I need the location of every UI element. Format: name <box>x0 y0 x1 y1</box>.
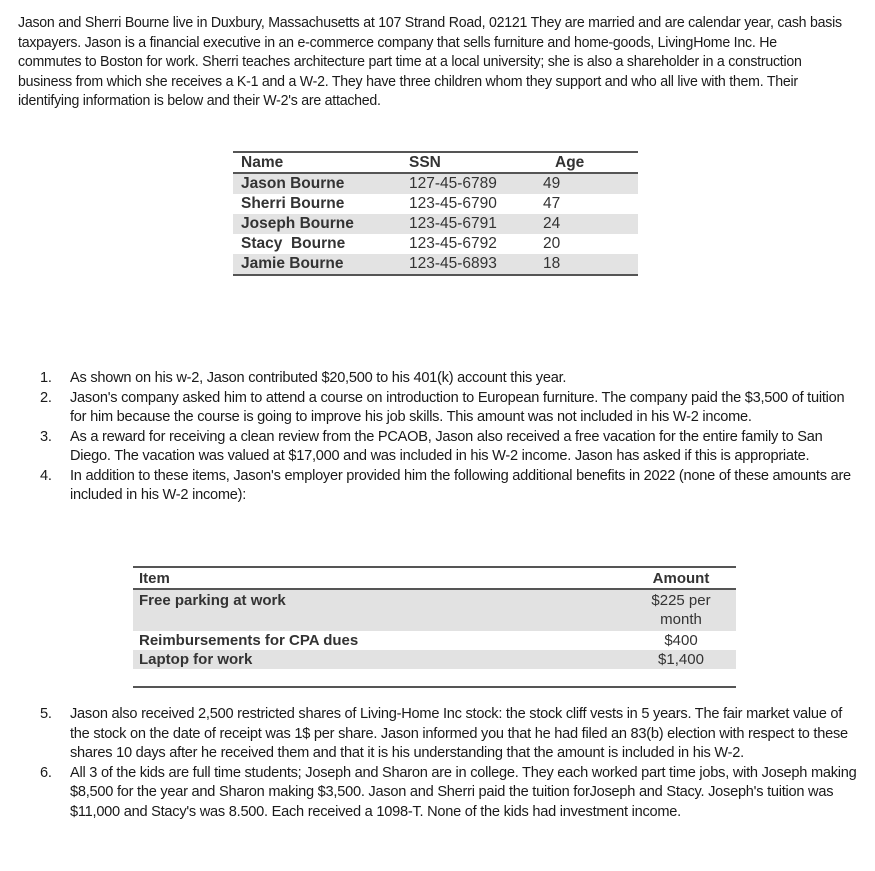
item-number: 3. <box>40 428 52 445</box>
cell-amount <box>626 591 736 631</box>
cell-ssn: 123-45-6790 <box>409 195 497 212</box>
header-ssn: SSN <box>409 154 441 171</box>
cell-ssn: 123-45-6792 <box>409 235 497 252</box>
cell-name: Jason Bourne <box>241 175 345 192</box>
table-row <box>233 194 638 214</box>
header-name: Name <box>241 154 284 171</box>
list-item <box>40 764 860 823</box>
item-number: 2. <box>40 389 52 406</box>
list-item <box>40 705 860 764</box>
table-row <box>133 650 736 669</box>
item-text: All 3 of the kids are full time students; Joseph and Sharon are in college. They each worked part time jobs, with Joseph making $8,500 for the year and Sharon making $3,500. Jason and Sherri paid the tuition forJoseph and Stacy. Joseph's tuition was $11,000 and Stacy's was 8.500. Each received a 1098-T. None of the kids had investment income. <box>70 764 857 820</box>
family-table <box>233 151 638 276</box>
family-table-header <box>233 153 638 174</box>
item-text: As shown on his w-2, Jason contributed $20,500 to his 401(k) account this year. <box>70 370 567 386</box>
list-item <box>40 428 860 467</box>
item-text: Jason's company asked him to attend a course on introduction to European furniture. The company paid the $3,500 of tuition for him because the course is going to improve his job skills. This amount was not included in his W-2 income. <box>70 389 845 425</box>
item-number: 5. <box>40 706 52 722</box>
table-row <box>233 254 638 274</box>
item-number: 1. <box>40 370 52 386</box>
header-item: Item <box>139 570 170 587</box>
item-text: Jason also received 2,500 restricted shares of Living-Home Inc stock: the stock cliff vests in 5 years. The fair market value of the stock on the date of receipt was 1$ per share. Jason informed you that he had filed an 83(b) election with respect to these shares 10 days after he received them and that it is his understanding that the amount is included in his W-2. <box>70 706 848 761</box>
table-row <box>233 214 638 234</box>
cell-age: 24 <box>543 215 561 232</box>
cell-ssn: 123-45-6893 <box>409 255 497 272</box>
cell-item: Reimbursements for CPA dues <box>139 632 359 649</box>
facts-list-part1 <box>40 369 860 506</box>
cell-age: 18 <box>543 255 561 272</box>
header-amount: Amount <box>652 570 710 587</box>
cell-age: 47 <box>543 195 561 212</box>
table-row <box>233 234 638 254</box>
header-age: Age <box>555 154 585 171</box>
cell-name: Jamie Bourne <box>241 255 344 272</box>
cell-amount: $400 <box>664 632 698 649</box>
item-number: 4. <box>40 467 52 484</box>
cell-age: 20 <box>543 235 561 252</box>
intro-paragraph <box>18 14 843 112</box>
list-item <box>40 389 860 428</box>
cell-item: Free parking at work <box>139 592 286 609</box>
benefits-table <box>133 566 736 669</box>
item-number: 6. <box>40 764 52 781</box>
intro-text: Jason and Sherri Bourne live in Duxbury, Massachusetts at 107 Strand Road, 02121 They are married and are calendar year, cash basis taxpayers. Jason is a financial executive in an e-commerce company that sells furniture and home-goods, LivingHome Inc. He commutes to Boston for work. Sherri teaches architecture part time at a local university; she is also a shareholder in a construction business from which she receives a K-1 and a W-2. They have three children whom they support and who all live with them. Their identifying information is below and their W-2's are attached. <box>18 15 842 109</box>
cell-ssn: 127-45-6789 <box>409 175 497 192</box>
cell-item: Laptop for work <box>139 651 253 668</box>
item-text: In addition to these items, Jason's employer provided him the following additional benefits in 2022 (none of these amounts are included in his W-2 income): <box>70 467 851 503</box>
table-row <box>233 174 638 194</box>
table-bottom-rule <box>133 686 736 688</box>
benefits-table-header <box>133 568 736 590</box>
cell-amount-line2: month <box>660 611 702 628</box>
cell-ssn: 123-45-6791 <box>409 215 497 232</box>
list-item <box>40 369 860 389</box>
list-item <box>40 467 860 506</box>
cell-amount-line1: $225 per <box>651 592 711 609</box>
cell-name: Joseph Bourne <box>241 215 354 232</box>
table-row <box>133 590 736 631</box>
cell-amount: $1,400 <box>658 651 704 668</box>
item-text: As a reward for receiving a clean review from the PCAOB, Jason also received a free vacation for the entire family to San Diego. The vacation was valued at $17,000 and was included in his W-2 income. Jason has asked if this is appropriate. <box>70 428 823 464</box>
facts-list-part2 <box>40 705 860 822</box>
cell-name: Stacy Bourne <box>241 235 346 252</box>
cell-name: Sherri Bourne <box>241 195 345 212</box>
table-row <box>133 631 736 650</box>
cell-age: 49 <box>543 175 561 192</box>
